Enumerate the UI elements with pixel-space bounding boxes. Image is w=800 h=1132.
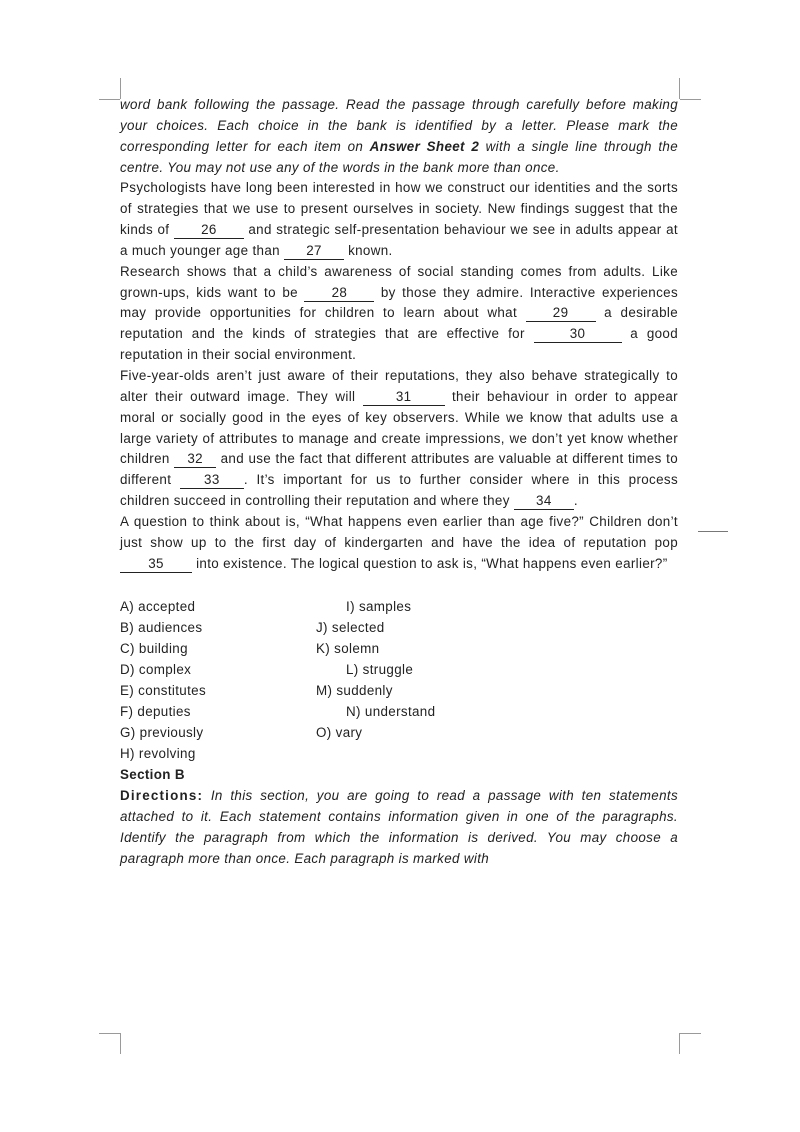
passage-text: by those they admire. Interactive experiences may provide opportunities for children to learn about what (120, 284, 678, 321)
blank-31: 31 (363, 389, 445, 406)
blank-33: 33 (180, 472, 244, 489)
word-bank-option-g: G) previously (120, 725, 204, 741)
blank-26: 26 (174, 222, 244, 239)
word-bank-option-j: J) selected (316, 620, 385, 636)
passage-text: Psychologists have long been interested in how we construct our identities and the sorts of strategies that we use to present ourselves in society. New findings suggest that the kinds of (120, 180, 678, 238)
section-b-title: Section B (120, 767, 185, 783)
passage-text: Research shows that a child’s awareness of social standing comes from adults. Like grown-ups, kids want to be (120, 263, 678, 300)
word-bank-option-c: C) building (120, 641, 188, 657)
intro-directions (120, 95, 678, 178)
directions-text: In this section, you are going to read a passage with ten statements attached to it. Each statement contains information given in one of the paragraphs. Identify the paragraph from which the information is derived. You may choose a paragraph more than once. Each paragraph is marked with (120, 788, 678, 866)
word-bank-option-f: F) deputies (120, 704, 191, 720)
passage-paragraph-2 (120, 262, 678, 366)
passage-text: into existence. The logical question to ask is, “What happens even earlier?” (196, 555, 668, 571)
passage-text: and use the fact that different attributes are valuable at different times to different (120, 451, 679, 488)
word-bank-option-m: M) suddenly (316, 683, 393, 699)
passage-text: known. (348, 242, 393, 258)
blank-28: 28 (304, 285, 374, 302)
passage-text: their behaviour in order to appear moral or socially good in the eyes of key observers. While we know that adults use a large variety of attributes to manage and create impressions, we don’t yet know whether children (120, 388, 678, 467)
word-bank (120, 597, 678, 765)
word-bank-option-k: K) solemn (316, 641, 380, 657)
blank-29: 29 (526, 305, 596, 322)
answer-sheet-label: Answer Sheet 2 (369, 138, 480, 154)
passage-paragraph-1 (120, 178, 678, 261)
directions-label: Directions: (120, 788, 204, 804)
passage-text: . (573, 493, 578, 509)
blank-32: 32 (174, 451, 216, 468)
word-bank-option-l: L) struggle (346, 662, 414, 678)
blank-30: 30 (534, 326, 622, 343)
blank-35: 35 (120, 556, 192, 573)
word-bank-option-d: D) complex (120, 662, 192, 678)
page-content (120, 95, 678, 870)
passage-text: a desirable reputation and the kinds of strategies that are effective for (120, 305, 679, 342)
passage-text: Five-year-olds aren’t just aware of their reputations, they also behave strategically to alter their outward image. They will (120, 367, 678, 404)
passage-text: a good reputation in their social environment. (120, 326, 679, 363)
blank-34: 34 (514, 493, 574, 510)
word-bank-option-i: I) samples (346, 599, 412, 615)
passage-text: . It’s important for us to further consider where in this process children succeed in controlling their reputation and where they (120, 472, 678, 509)
margin-fold-mark (698, 531, 728, 532)
passage-text: A question to think about is, “What happens even earlier than age five?” Children don’t just show up to the first day of kindergarten and have the idea of reputation pop (120, 513, 678, 550)
word-bank-option-a: A) accepted (120, 599, 196, 615)
word-bank-option-e: E) constitutes (120, 683, 207, 699)
word-bank-option-h: H) revolving (120, 746, 196, 762)
directions-text: with a single line through the centre. You may not use any of the words in the bank more than once. (120, 138, 679, 175)
passage-paragraph-4 (120, 512, 678, 575)
word-bank-option-n: N) understand (346, 704, 436, 720)
word-bank-option-b: B) audiences (120, 620, 203, 636)
blank-27: 27 (284, 243, 344, 260)
section-b-directions (120, 786, 678, 869)
passage-paragraph-3 (120, 366, 678, 512)
word-bank-option-o: O) vary (316, 725, 363, 741)
directions-text: word bank following the passage. Read the passage through carefully before making your choices. Each choice in the bank is identified by a letter. Please mark the corresponding letter for each item on (120, 97, 678, 154)
passage-text: and strategic self-presentation behaviour we see in adults appear at a much younger age than (120, 222, 678, 258)
